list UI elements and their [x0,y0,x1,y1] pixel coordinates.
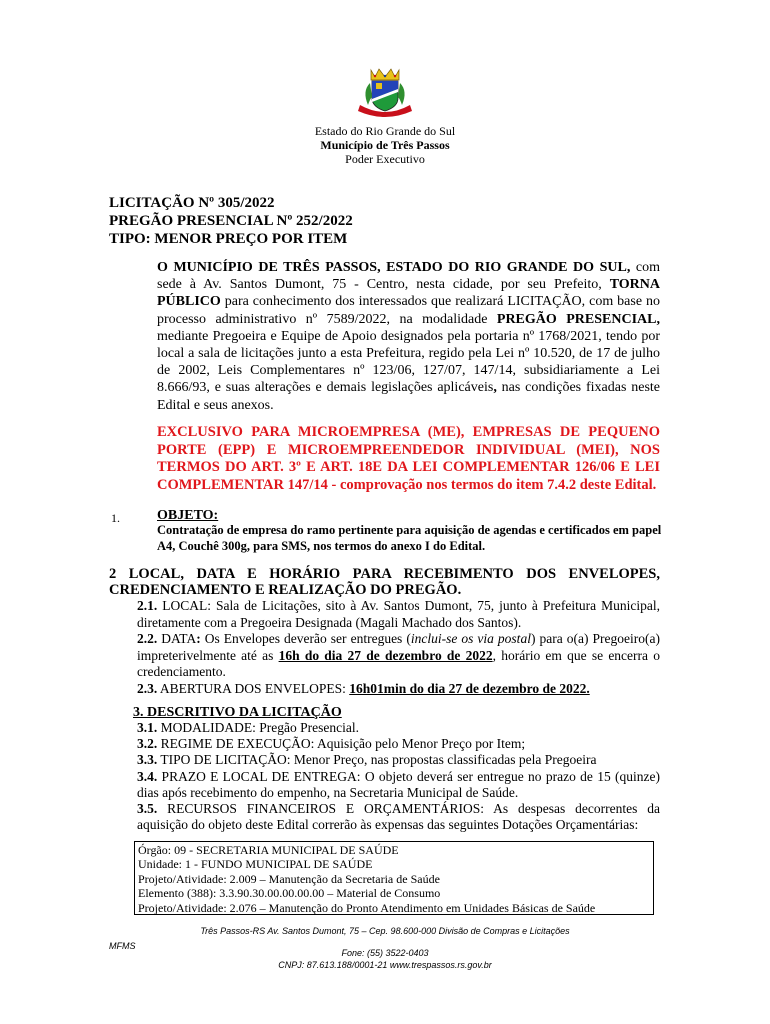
state-name: Estado do Rio Grande do Sul [314,124,456,138]
budget-line: Projeto/Atividade: 2.009 – Manutenção da Secretaria de Saúde [138,871,440,886]
section3-item [137,720,660,736]
item-text: MODALIDADE: Pregão Presencial. [157,720,359,735]
document-titles [109,194,669,248]
budget-line: Unidade: 1 - FUNDO MUNICIPAL DE SAÚDE [138,857,373,872]
budget-line: Órgão: 09 - SECRETARIA MUNICIPAL DE SAÚDE [138,843,399,857]
item-italic: inclui-se os via postal [410,631,531,646]
intro-municipio: O MUNICÍPIO DE TRÊS PASSOS, ESTADO DO RIO GRANDE DO SUL, [157,260,631,275]
tipo-title: TIPO: MENOR PREÇO POR ITEM [109,231,348,247]
exclusive-notice [109,424,660,494]
item-text: LOCAL: Sala de Licitações, sito à Av. Santos Dumont, 75, junto à Prefeitura Municipal, diretamente com a Pregoeira Designada (Magali Machado dos Santos). [137,598,660,630]
intro-text-4: nas condições fixadas neste Edital e seus anexos. [157,380,660,413]
objeto-number: 1. [111,511,120,525]
intro-text-2: para conhecimento dos interessados que realizará LICITAÇÃO, com base no processo administrativo nº 7589/2022, na modalidade [157,294,660,327]
footer-phone: Fone: (55) 3522-0403 [341,948,429,958]
page-footer [0,925,770,971]
item-number: 3.2. [137,736,158,752]
item-number: 2.1. [137,598,158,613]
item-text: DATA [157,631,197,646]
budget-box [134,841,654,915]
item-colon: : [196,631,201,646]
item-number: 3.5. [137,801,158,817]
intro-paragraph [109,259,660,414]
pregao-title: PREGÃO PRESENCIAL Nº 252/2022 [109,213,353,229]
objeto-text: Contratação de empresa do ramo pertinente para aquisição de agendas e certificados em papel A4, Couchê 300g, para SMS, nos termos do anexo I do Edital. [157,523,662,553]
intro-text-3: mediante Pregoeira e Equipe de Apoio designados pela portaria nº 1768/2021, tendo por local a sala de licitações junto a esta Prefeitura, regido pela Lei nº 10.520, de 17 de julho de 2002, Leis Complementares nº 123/06, 127/07, 147/14, subsidiariamente a Lei 8.666/93, e suas alterações e demais legislações aplicáveis [157,328,660,396]
item-number: 2.3. [137,680,158,696]
footer-cnpj: CNPJ: 87.613.188/0001-21 www.trespassos.rs.gov.br [278,960,492,970]
item-text: REGIME DE EXECUÇÃO: Aquisição pelo Menor Preço por Item; [157,736,526,752]
item-text: TIPO DE LICITAÇÃO: Menor Preço, nas propostas classificadas pela Pregoeira [157,752,597,768]
deadline-date: 16h do dia 27 de dezembro de 2022 [278,647,493,663]
section3-item [137,769,660,801]
item-number: 2.2. [137,631,158,646]
section3-item [137,752,660,768]
municipality-name: Município de Três Passos [320,138,450,152]
intro-text-1: com sede à Av. Santos Dumont, 75 - Centro, nesta cidade, por seu Prefeito, [157,260,660,293]
branch-name: Poder Executivo [345,152,425,166]
municipal-crest-icon [354,65,416,121]
budget-line: Elemento (388): 3.3.90.30.00.00.00.00 – Material de Consumo [138,886,441,901]
section3-heading: 3. DESCRITIVO DA LICITAÇÃO [133,705,342,720]
footer-address: Três Passos-RS Av. Santos Dumont, 75 – Cep. 98.600-000 Divisão de Compras e Licitações [200,926,570,936]
licitacao-title: LICITAÇÃO Nº 305/2022 [109,195,275,211]
item-text: ABERTURA DOS ENVELOPES: [157,680,350,696]
item-number: 3.4. [137,768,158,784]
intro-torna-publico: TORNA PÚBLICO [157,277,660,310]
section2-item-3 [137,681,660,698]
item-text: , horário em que se encerra o credenciamento. [137,647,660,679]
item-text: PRAZO E LOCAL DE ENTREGA: O objeto deverá ser entregue no prazo de 15 (quinze) dias após recebimento do empenho, na Secretaria Municipal de Saúde. [137,768,660,800]
section2-item-1 [137,598,660,631]
intro-pregao-presencial: PREGÃO PRESENCIAL, [496,311,660,327]
section2-heading: 2 LOCAL, DATA E HORÁRIO PARA RECEBIMENTO DOS ENVELOPES, CREDENCIAMENTO E REALIZAÇÃO DO PREGÃO. [109,566,660,598]
item-text: RECURSOS FINANCEIROS E ORÇAMENTÁRIOS: As despesas decorrentes da aquisição do objeto deste Edital correrão às expensas das seguintes Dotações Orçamentárias: [137,801,660,833]
budget-line: Projeto/Atividade: 2.076 – Manutenção do Pronto Atendimento em Unidades Básicas de Saúde [138,900,596,915]
footer-initials: MFMS [109,941,136,951]
objeto-heading: OBJETO: [157,508,219,523]
section3-item [137,801,660,833]
exclusive-text: EXCLUSIVO PARA MICROEMPRESA (ME), EMPRESAS DE PEQUENO PORTE (EPP) E MICROEMPREENDEDOR INDIVIDUAL (MEI), NOS TERMOS DO ART. 3º E ART. 18E DA LEI COMPLEMENTAR 126/06 E LEI COMPLEMENTAR 147/14 - comprovação nos termos do item 7.4.2 deste Edital. [157,424,660,493]
section3-item [137,736,660,752]
document-header [0,124,770,166]
section2-body [137,598,660,697]
item-text: Os Envelopes deverão ser entregues ( [200,631,411,646]
section2-item-2 [137,631,660,681]
item-text: ) para o(a) Pregoeiro(a) impreterivelmente até as [137,631,660,663]
item-number: 3.3. [137,752,158,768]
section3-body [137,720,660,833]
item-number: 3.1. [137,720,158,735]
intro-comma: , [493,380,497,396]
opening-date: 16h01min do dia 27 de dezembro de 2022. [349,680,590,696]
